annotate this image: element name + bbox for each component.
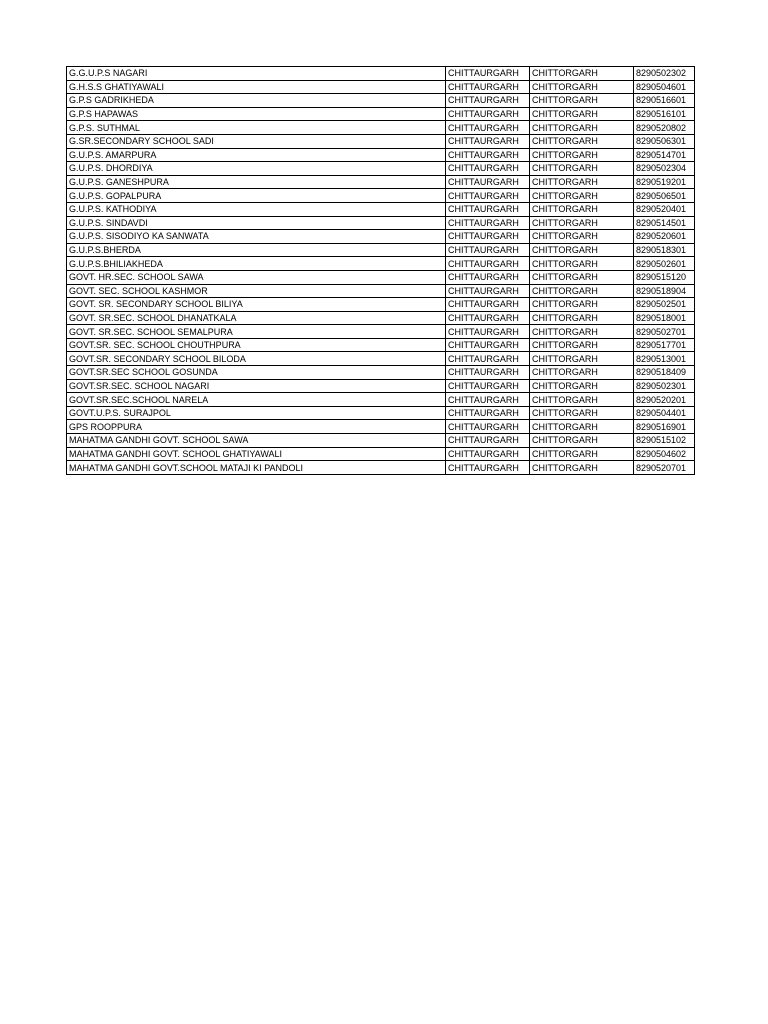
school-list-table [66, 66, 695, 475]
school-name-cell: G.U.P.S.BHERDA [67, 243, 446, 257]
block-cell: CHITTORGARH [530, 230, 634, 244]
school-name-cell: GOVT. SR.SEC. SCHOOL DHANATKALA [67, 311, 446, 325]
school-code-cell: 8290502701 [634, 325, 695, 339]
table-row [67, 352, 695, 366]
table-row [67, 67, 695, 81]
school-name-cell: GOVT.SR.SEC.SCHOOL NARELA [67, 393, 446, 407]
block-cell: CHITTORGARH [530, 447, 634, 461]
block-cell: CHITTORGARH [530, 406, 634, 420]
table-row [67, 420, 695, 434]
district-cell: CHITTAURGARH [446, 67, 530, 81]
district-cell: CHITTAURGARH [446, 284, 530, 298]
block-cell: CHITTORGARH [530, 393, 634, 407]
table-row [67, 461, 695, 475]
school-code-cell: 8290514501 [634, 216, 695, 230]
school-name-cell: G.U.P.S. AMARPURA [67, 148, 446, 162]
school-name-cell: GOVT.SR.SEC. SCHOOL NAGARI [67, 379, 446, 393]
block-cell: CHITTORGARH [530, 162, 634, 176]
school-name-cell: GOVT.U.P.S. SURAJPOL [67, 406, 446, 420]
block-cell: CHITTORGARH [530, 325, 634, 339]
school-name-cell: G.H.S.S GHATIYAWALI [67, 80, 446, 94]
district-cell: CHITTAURGARH [446, 393, 530, 407]
table-row [67, 284, 695, 298]
school-code-cell: 8290506501 [634, 189, 695, 203]
school-code-cell: 8290516601 [634, 94, 695, 108]
district-cell: CHITTAURGARH [446, 216, 530, 230]
district-cell: CHITTAURGARH [446, 379, 530, 393]
block-cell: CHITTORGARH [530, 311, 634, 325]
table-row [67, 162, 695, 176]
district-cell: CHITTAURGARH [446, 325, 530, 339]
block-cell: CHITTORGARH [530, 148, 634, 162]
district-cell: CHITTAURGARH [446, 175, 530, 189]
school-code-cell: 8290506301 [634, 134, 695, 148]
school-code-cell: 8290515102 [634, 434, 695, 448]
block-cell: CHITTORGARH [530, 420, 634, 434]
school-code-cell: 8290518001 [634, 311, 695, 325]
table-row [67, 107, 695, 121]
school-name-cell: G.P.S. SUTHMAL [67, 121, 446, 135]
school-code-cell: 8290515120 [634, 270, 695, 284]
district-cell: CHITTAURGARH [446, 338, 530, 352]
table-row [67, 379, 695, 393]
table-row [67, 311, 695, 325]
block-cell: CHITTORGARH [530, 189, 634, 203]
table-row [67, 148, 695, 162]
school-code-cell: 8290514701 [634, 148, 695, 162]
block-cell: CHITTORGARH [530, 352, 634, 366]
school-name-cell: G.G.U.P.S NAGARI [67, 67, 446, 81]
block-cell: CHITTORGARH [530, 379, 634, 393]
table-row [67, 270, 695, 284]
district-cell: CHITTAURGARH [446, 311, 530, 325]
school-name-cell: GOVT.SR. SEC. SCHOOL CHOUTHPURA [67, 338, 446, 352]
table-row [67, 202, 695, 216]
school-name-cell: MAHATMA GANDHI GOVT. SCHOOL GHATIYAWALI [67, 447, 446, 461]
school-code-cell: 8290520201 [634, 393, 695, 407]
district-cell: CHITTAURGARH [446, 420, 530, 434]
table-row [67, 243, 695, 257]
school-code-cell: 8290502601 [634, 257, 695, 271]
school-code-cell: 8290519201 [634, 175, 695, 189]
block-cell: CHITTORGARH [530, 461, 634, 475]
block-cell: CHITTORGARH [530, 366, 634, 380]
district-cell: CHITTAURGARH [446, 352, 530, 366]
block-cell: CHITTORGARH [530, 216, 634, 230]
district-cell: CHITTAURGARH [446, 257, 530, 271]
school-code-cell: 8290516101 [634, 107, 695, 121]
district-cell: CHITTAURGARH [446, 121, 530, 135]
school-code-cell: 8290513001 [634, 352, 695, 366]
table-row [67, 94, 695, 108]
school-name-cell: MAHATMA GANDHI GOVT.SCHOOL MATAJI KI PANDOLI [67, 461, 446, 475]
table-row [67, 189, 695, 203]
school-name-cell: G.U.P.S. SINDAVDI [67, 216, 446, 230]
table-row [67, 393, 695, 407]
table-row [67, 175, 695, 189]
school-code-cell: 8290516901 [634, 420, 695, 434]
district-cell: CHITTAURGARH [446, 447, 530, 461]
school-name-cell: G.U.P.S. GOPALPURA [67, 189, 446, 203]
table-row [67, 325, 695, 339]
table-row [67, 338, 695, 352]
table-row [67, 447, 695, 461]
district-cell: CHITTAURGARH [446, 243, 530, 257]
school-code-cell: 8290518904 [634, 284, 695, 298]
district-cell: CHITTAURGARH [446, 270, 530, 284]
block-cell: CHITTORGARH [530, 202, 634, 216]
school-code-cell: 8290518409 [634, 366, 695, 380]
school-name-cell: GPS ROOPPURA [67, 420, 446, 434]
block-cell: CHITTORGARH [530, 107, 634, 121]
school-name-cell: GOVT. HR.SEC. SCHOOL SAWA [67, 270, 446, 284]
school-code-cell: 8290504601 [634, 80, 695, 94]
school-code-cell: 8290502302 [634, 67, 695, 81]
school-name-cell: GOVT. SEC. SCHOOL KASHMOR [67, 284, 446, 298]
school-name-cell: G.U.P.S. KATHODIYA [67, 202, 446, 216]
school-code-cell: 8290520601 [634, 230, 695, 244]
school-name-cell: G.SR.SECONDARY SCHOOL SADI [67, 134, 446, 148]
school-name-cell: GOVT.SR.SEC SCHOOL GOSUNDA [67, 366, 446, 380]
school-name-cell: G.U.P.S. GANESHPURA [67, 175, 446, 189]
block-cell: CHITTORGARH [530, 298, 634, 312]
block-cell: CHITTORGARH [530, 257, 634, 271]
block-cell: CHITTORGARH [530, 284, 634, 298]
block-cell: CHITTORGARH [530, 338, 634, 352]
table-row [67, 230, 695, 244]
table-row [67, 80, 695, 94]
block-cell: CHITTORGARH [530, 434, 634, 448]
district-cell: CHITTAURGARH [446, 148, 530, 162]
district-cell: CHITTAURGARH [446, 202, 530, 216]
block-cell: CHITTORGARH [530, 80, 634, 94]
table-row [67, 216, 695, 230]
school-code-cell: 8290502301 [634, 379, 695, 393]
school-code-cell: 8290502501 [634, 298, 695, 312]
school-name-cell: GOVT.SR. SECONDARY SCHOOL BILODA [67, 352, 446, 366]
table-row [67, 121, 695, 135]
district-cell: CHITTAURGARH [446, 434, 530, 448]
school-code-cell: 8290504602 [634, 447, 695, 461]
school-name-cell: G.U.P.S.BHILIAKHEDA [67, 257, 446, 271]
district-cell: CHITTAURGARH [446, 189, 530, 203]
district-cell: CHITTAURGARH [446, 461, 530, 475]
school-code-cell: 8290520802 [634, 121, 695, 135]
school-name-cell: G.U.P.S. SISODIYO KA SANWATA [67, 230, 446, 244]
block-cell: CHITTORGARH [530, 134, 634, 148]
table-row [67, 134, 695, 148]
block-cell: CHITTORGARH [530, 270, 634, 284]
school-code-cell: 8290520701 [634, 461, 695, 475]
table-row [67, 434, 695, 448]
school-name-cell: G.P.S HAPAWAS [67, 107, 446, 121]
school-code-cell: 8290518301 [634, 243, 695, 257]
school-code-cell: 8290520401 [634, 202, 695, 216]
table-row [67, 257, 695, 271]
school-name-cell: GOVT. SR. SECONDARY SCHOOL BILIYA [67, 298, 446, 312]
school-code-cell: 8290517701 [634, 338, 695, 352]
district-cell: CHITTAURGARH [446, 298, 530, 312]
school-code-cell: 8290504401 [634, 406, 695, 420]
school-name-cell: G.U.P.S. DHORDIYA [67, 162, 446, 176]
district-cell: CHITTAURGARH [446, 94, 530, 108]
table-row [67, 298, 695, 312]
table-row [67, 366, 695, 380]
district-cell: CHITTAURGARH [446, 366, 530, 380]
block-cell: CHITTORGARH [530, 175, 634, 189]
school-list-body [67, 67, 695, 475]
district-cell: CHITTAURGARH [446, 107, 530, 121]
district-cell: CHITTAURGARH [446, 162, 530, 176]
district-cell: CHITTAURGARH [446, 406, 530, 420]
district-cell: CHITTAURGARH [446, 80, 530, 94]
block-cell: CHITTORGARH [530, 67, 634, 81]
school-name-cell: GOVT. SR.SEC. SCHOOL SEMALPURA [67, 325, 446, 339]
block-cell: CHITTORGARH [530, 121, 634, 135]
district-cell: CHITTAURGARH [446, 134, 530, 148]
school-code-cell: 8290502304 [634, 162, 695, 176]
school-name-cell: MAHATMA GANDHI GOVT. SCHOOL SAWA [67, 434, 446, 448]
block-cell: CHITTORGARH [530, 243, 634, 257]
school-name-cell: G.P.S GADRIKHEDA [67, 94, 446, 108]
district-cell: CHITTAURGARH [446, 230, 530, 244]
block-cell: CHITTORGARH [530, 94, 634, 108]
table-row [67, 406, 695, 420]
